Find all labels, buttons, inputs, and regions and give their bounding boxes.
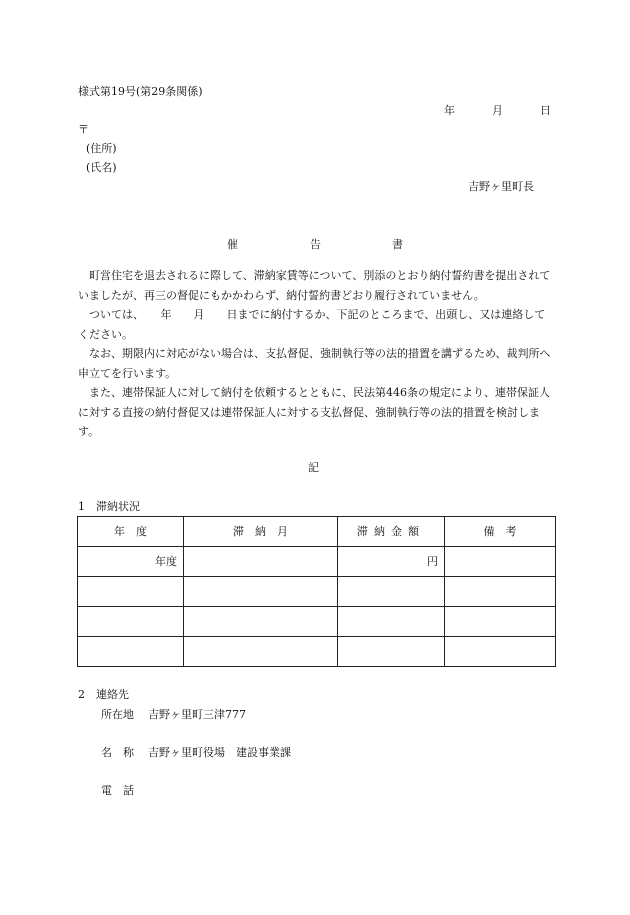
postal-mark: 〒 xyxy=(78,123,89,136)
table-row xyxy=(78,577,556,607)
address-label: (住所) xyxy=(86,142,117,155)
table-cell[interactable] xyxy=(445,547,556,577)
title-char-3: 書 xyxy=(392,238,403,251)
body-paragraph-2: ついては、 年 月 日までに納付するか、下記のところまで、出頭し、又は連絡してください。 xyxy=(78,308,546,341)
title-char-1: 催 xyxy=(227,238,238,251)
arrears-table xyxy=(77,516,556,667)
table-row xyxy=(78,637,556,667)
table-cell[interactable] xyxy=(184,577,338,607)
header-fiscal-year: 年 度 xyxy=(78,517,184,547)
body-paragraph-1: 町営住宅を退去されるに際して、滞納家賃等について、別添のとおり納付誓約書を提出されていましたが、再三の督促にもかかわらず、納付誓約書どおり履行されていません。 xyxy=(78,269,551,302)
name-label: (氏名) xyxy=(86,161,117,174)
office-name-value: 吉野ヶ里町役場 建設事業課 xyxy=(148,746,291,759)
body-paragraph-4: また、連帯保証人に対して納付を依頼するとともに、民法第446条の規定により、連帯保証人に対する直接の納付督促又は連帯保証人に対する支払督促、強制執行等の法的措置を検討します。 xyxy=(78,386,550,438)
table-cell[interactable]: 円 xyxy=(338,547,445,577)
table-cell[interactable] xyxy=(184,547,338,577)
table-cell[interactable] xyxy=(184,637,338,667)
table-cell[interactable] xyxy=(338,607,445,637)
table-cell[interactable] xyxy=(445,577,556,607)
header-remarks: 備 考 xyxy=(445,517,556,547)
table-header-row xyxy=(78,517,556,547)
date-month-label: 月 xyxy=(492,104,503,117)
date-year-label: 年 xyxy=(444,104,455,117)
table-cell[interactable]: 年度 xyxy=(78,547,184,577)
table-cell[interactable] xyxy=(78,577,184,607)
table-cell[interactable] xyxy=(184,607,338,637)
office-name-label: 名 称 xyxy=(101,746,134,759)
section-2-heading: 2 連絡先 xyxy=(78,688,129,701)
table-cell[interactable] xyxy=(78,637,184,667)
table-cell[interactable] xyxy=(78,607,184,637)
table-cell[interactable] xyxy=(338,637,445,667)
table-row xyxy=(78,607,556,637)
form-number: 様式第19号(第29条関係) xyxy=(78,85,203,98)
issuer-name: 吉野ヶ里町長 xyxy=(468,180,534,193)
table-cell[interactable] xyxy=(445,637,556,667)
location-value: 吉野ヶ里町三津777 xyxy=(148,708,246,721)
header-arrears-month: 滞 納 月 xyxy=(184,517,338,547)
phone-label: 電 話 xyxy=(101,784,134,797)
location-label: 所在地 xyxy=(101,708,134,721)
table-row xyxy=(78,547,556,577)
body-paragraph-3: なお、期限内に対応がない場合は、支払督促、強制執行等の法的措置を講ずるため、裁判所へ申立てを行います。 xyxy=(78,347,551,380)
date-day-label: 日 xyxy=(540,104,551,117)
table-cell[interactable] xyxy=(445,607,556,637)
section-1-heading: 1 滞納状況 xyxy=(78,500,140,513)
table-cell[interactable] xyxy=(338,577,445,607)
header-arrears-amount: 滞納金額 xyxy=(338,517,445,547)
title-char-2: 告 xyxy=(310,238,321,251)
ki-heading: 記 xyxy=(308,461,319,474)
